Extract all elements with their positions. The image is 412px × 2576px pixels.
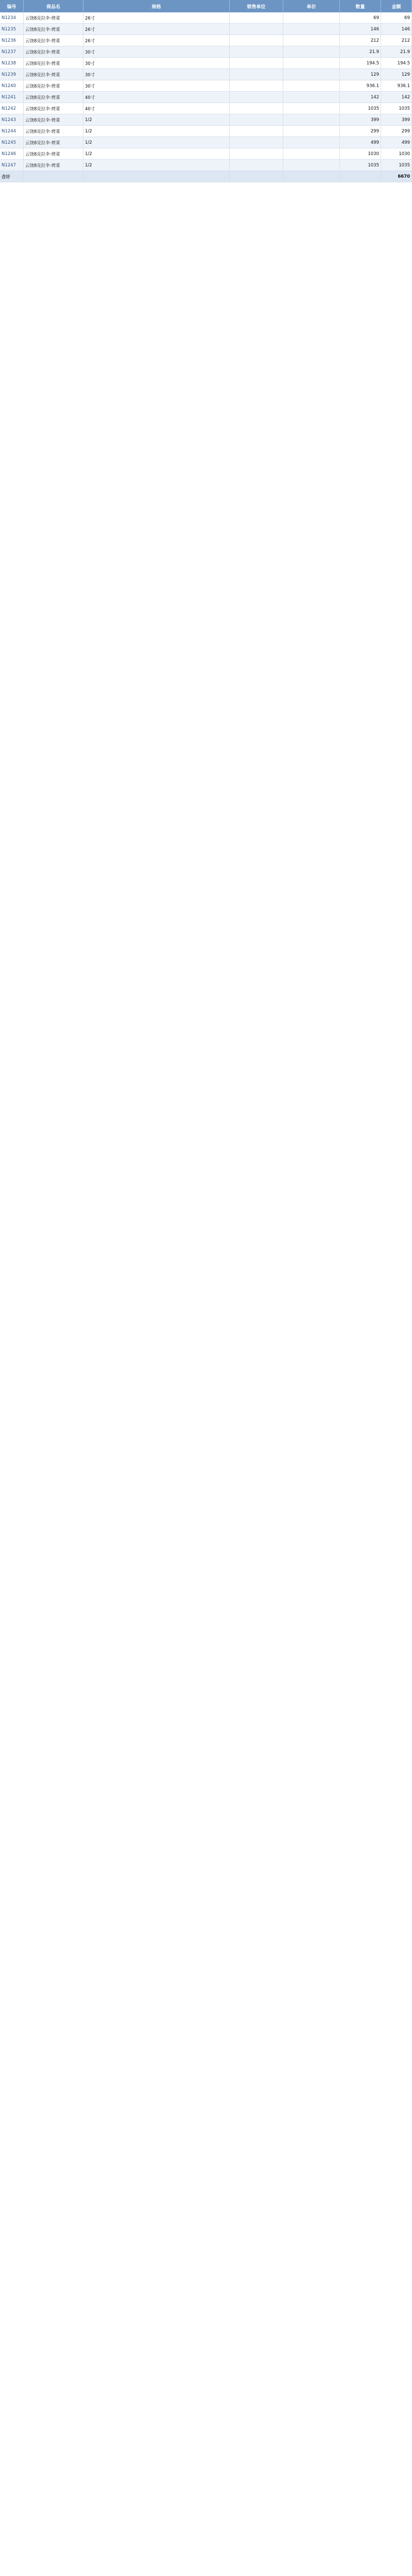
table-cell: 云饶8克拉伞·烤菜 bbox=[24, 24, 83, 35]
table-cell bbox=[230, 24, 283, 35]
table-cell bbox=[283, 137, 340, 148]
table-cell bbox=[230, 69, 283, 80]
table-cell: 1035 bbox=[340, 103, 381, 114]
table-cell: 399 bbox=[381, 114, 412, 125]
table-cell: 146 bbox=[381, 24, 412, 35]
table-cell: 云饶8克拉伞·烤菜 bbox=[24, 137, 83, 148]
table-cell: 936.1 bbox=[381, 80, 412, 91]
table-cell bbox=[283, 80, 340, 91]
table-cell: 30寸 bbox=[83, 69, 230, 80]
table-cell bbox=[283, 58, 340, 69]
table-cell bbox=[283, 126, 340, 137]
table-cell: N1236 bbox=[0, 35, 24, 46]
table-cell: 69 bbox=[381, 12, 412, 23]
table-cell bbox=[283, 114, 340, 125]
table-cell: 1035 bbox=[381, 160, 412, 171]
table-cell: 云饶8克拉伞·烤菜 bbox=[24, 46, 83, 57]
header-cell: 金额 bbox=[381, 0, 412, 12]
table-cell bbox=[283, 46, 340, 57]
table-cell: 499 bbox=[340, 137, 381, 148]
table-row[interactable] bbox=[0, 80, 412, 92]
table-cell: 1/2 bbox=[83, 148, 230, 159]
table-cell: 1/2 bbox=[83, 114, 230, 125]
table-cell: N1243 bbox=[0, 114, 24, 125]
table-row[interactable] bbox=[0, 92, 412, 103]
table-cell: 21.9 bbox=[381, 46, 412, 57]
table-cell bbox=[230, 126, 283, 137]
table-cell bbox=[230, 114, 283, 125]
table-cell: 194.5 bbox=[381, 58, 412, 69]
table-cell: 云饶8克拉伞·烤菜 bbox=[24, 35, 83, 46]
table-cell: 30寸 bbox=[83, 58, 230, 69]
table-row[interactable] bbox=[0, 103, 412, 114]
table-row[interactable] bbox=[0, 126, 412, 137]
header-cell: 销售单位 bbox=[230, 0, 283, 12]
table-cell: 云饶8克拉伞·烤菜 bbox=[24, 12, 83, 23]
table-cell: 142 bbox=[381, 92, 412, 103]
table-cell: 1/2 bbox=[83, 126, 230, 137]
footer-total: 6670 bbox=[381, 171, 412, 182]
table-cell: 云饶8克拉伞·烤菜 bbox=[24, 58, 83, 69]
table-cell: 936.1 bbox=[340, 80, 381, 91]
table-cell: 26寸 bbox=[83, 24, 230, 35]
table-cell: N1241 bbox=[0, 92, 24, 103]
table-cell bbox=[230, 103, 283, 114]
table-cell: N1242 bbox=[0, 103, 24, 114]
table-cell bbox=[283, 160, 340, 171]
table-cell: 云饶8克拉伞·烤菜 bbox=[24, 114, 83, 125]
table-cell: 云饶8克拉伞·烤菜 bbox=[24, 69, 83, 80]
table-row[interactable] bbox=[0, 160, 412, 171]
table-cell: 129 bbox=[381, 69, 412, 80]
table-cell: 212 bbox=[340, 35, 381, 46]
table-cell: 129 bbox=[340, 69, 381, 80]
table-header bbox=[0, 0, 412, 12]
table-cell: 30寸 bbox=[83, 46, 230, 57]
table-row[interactable] bbox=[0, 12, 412, 24]
table-cell: 142 bbox=[340, 92, 381, 103]
table-cell: N1237 bbox=[0, 46, 24, 57]
table-cell bbox=[283, 35, 340, 46]
table-cell bbox=[230, 35, 283, 46]
table-cell: 40寸 bbox=[83, 103, 230, 114]
header-cell: 数量 bbox=[340, 0, 381, 12]
table-cell: 1035 bbox=[381, 103, 412, 114]
table-cell: 299 bbox=[340, 126, 381, 137]
table-footer bbox=[0, 171, 412, 182]
table-cell: 21.9 bbox=[340, 46, 381, 57]
table-cell bbox=[230, 80, 283, 91]
table-cell bbox=[230, 58, 283, 69]
table-cell: 1/2 bbox=[83, 137, 230, 148]
table-row[interactable] bbox=[0, 69, 412, 80]
table-row[interactable] bbox=[0, 58, 412, 69]
footer-label: 合计 bbox=[0, 171, 24, 182]
table-cell: 云饶8克拉伞·烤菜 bbox=[24, 80, 83, 91]
table-cell: 299 bbox=[381, 126, 412, 137]
table-cell: N1238 bbox=[0, 58, 24, 69]
table-cell bbox=[230, 46, 283, 57]
table-cell bbox=[230, 12, 283, 23]
table-cell: N1235 bbox=[0, 24, 24, 35]
table-cell: 499 bbox=[381, 137, 412, 148]
table-cell: 1030 bbox=[381, 148, 412, 159]
table-cell: 69 bbox=[340, 12, 381, 23]
header-cell: 编号 bbox=[0, 0, 24, 12]
table-cell bbox=[230, 160, 283, 171]
table-cell: N1234 bbox=[0, 12, 24, 23]
table-cell bbox=[283, 24, 340, 35]
table-cell: 40寸 bbox=[83, 92, 230, 103]
header-cell: 单价 bbox=[283, 0, 340, 12]
table-cell: 26寸 bbox=[83, 35, 230, 46]
table-cell: N1244 bbox=[0, 126, 24, 137]
table-cell: 212 bbox=[381, 35, 412, 46]
table-row[interactable] bbox=[0, 46, 412, 58]
table-cell: 1/2 bbox=[83, 160, 230, 171]
table-cell: 399 bbox=[340, 114, 381, 125]
table-cell bbox=[230, 137, 283, 148]
table-cell: 194.5 bbox=[340, 58, 381, 69]
table-cell bbox=[230, 148, 283, 159]
table-cell bbox=[283, 69, 340, 80]
table-cell bbox=[283, 148, 340, 159]
table-cell: 云饶8克拉伞·烤菜 bbox=[24, 103, 83, 114]
table-cell: 1035 bbox=[340, 160, 381, 171]
table-row[interactable] bbox=[0, 148, 412, 160]
header-cell: 商品名 bbox=[24, 0, 83, 12]
table-cell: N1240 bbox=[0, 80, 24, 91]
table-row[interactable] bbox=[0, 114, 412, 126]
table-cell bbox=[283, 12, 340, 23]
table-cell: 1030 bbox=[340, 148, 381, 159]
table-cell: 30寸 bbox=[83, 80, 230, 91]
table-cell: 云饶8克拉伞·烤菜 bbox=[24, 126, 83, 137]
table-cell bbox=[283, 103, 340, 114]
table-body bbox=[0, 12, 412, 171]
header-cell: 规格 bbox=[83, 0, 230, 12]
table-cell: N1246 bbox=[0, 148, 24, 159]
table-cell bbox=[283, 92, 340, 103]
table-cell: 26寸 bbox=[83, 12, 230, 23]
table-row[interactable] bbox=[0, 137, 412, 148]
table-cell: N1245 bbox=[0, 137, 24, 148]
table-cell: N1239 bbox=[0, 69, 24, 80]
table-cell: 云饶8克拉伞·烤菜 bbox=[24, 92, 83, 103]
table-cell: 云饶8克拉伞·烤菜 bbox=[24, 148, 83, 159]
table-cell: N1247 bbox=[0, 160, 24, 171]
table-row[interactable] bbox=[0, 35, 412, 46]
table-cell: 云饶8克拉伞·烤菜 bbox=[24, 160, 83, 171]
table-cell bbox=[230, 92, 283, 103]
table-cell: 146 bbox=[340, 24, 381, 35]
table-row[interactable] bbox=[0, 24, 412, 35]
